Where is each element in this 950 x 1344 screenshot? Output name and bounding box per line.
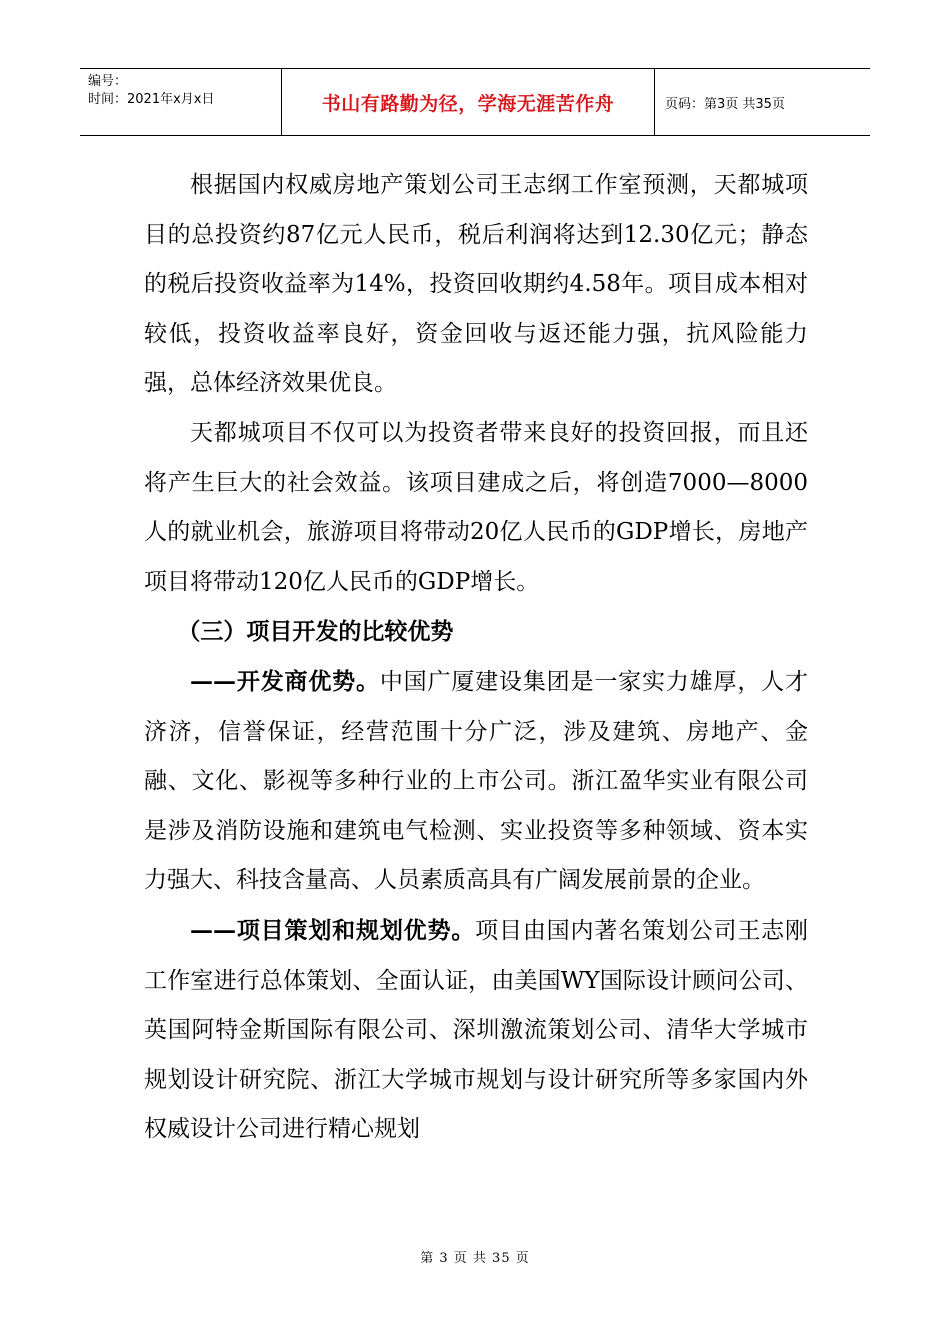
document-body [144, 161, 808, 1155]
page-header [80, 68, 870, 136]
header-motto: 书山有路勤为径，学海无涯苦作舟 [321, 92, 615, 115]
developer-advantage-title: ——开发商优势。 [190, 667, 380, 695]
planning-advantage-text: 项目由国内著名策划公司王志刚工作室进行总体策划、全面认证，由美国WY国际设计顾问公司、英国阿特金斯国际有限公司、深圳激流策划公司、清华大学城市规划设计研究院、浙江大学城市规划与设计研究所等多家国内外权威设计公司进行精心规划 [144, 917, 809, 1143]
paragraph-developer-advantage [144, 657, 808, 906]
planning-advantage-title: ——项目策划和规划优势。 [190, 916, 476, 944]
page-footer: 第 3 页 共 35 页 [420, 1251, 530, 1266]
section-heading: （三）项目开发的比较优势 [177, 618, 454, 646]
paragraph-investment: 根据国内权威房地产策划公司王志纲工作室预测，天都城项目的总投资约87亿元人民币，税后利润将达到12.30亿元；静态的税后投资收益率为14%，投资回收期约4.58年。项目成本相对较低，投资收益率良好，资金回收与返还能力强，抗风险能力强，总体经济效果优良。 [144, 172, 808, 397]
paragraph-planning-advantage [144, 906, 808, 1155]
header-page-cell [655, 69, 870, 135]
developer-advantage-text: 中国广厦建设集团是一家实力雄厚，人才济济，信誉保证，经营范围十分广泛，涉及建筑、房地产、金融、文化、影视等多种行业的上市公司。浙江盈华实业有限公司是涉及消防设施和建筑电气检测、实业投资等多种领域、资本实力强大、科技含量高、人员素质高具有广阔发展前景的企业。 [144, 668, 809, 894]
header-page-code: 页码：第3页 共35页 [665, 96, 785, 112]
number-label: 编号： [88, 74, 128, 89]
time-label: 时间：2021年x月x日 [88, 92, 215, 107]
header-meta-cell [80, 69, 282, 135]
header-motto-cell [282, 69, 655, 135]
paragraph-social-benefit: 天都城项目不仅可以为投资者带来良好的投资回报，而且还将产生巨大的社会效益。该项目建成之后，将创造7000—8000人的就业机会，旅游项目将带动20亿人民币的GDP增长，房地产项目将带动120亿人民币的GDP增长。 [144, 419, 808, 595]
